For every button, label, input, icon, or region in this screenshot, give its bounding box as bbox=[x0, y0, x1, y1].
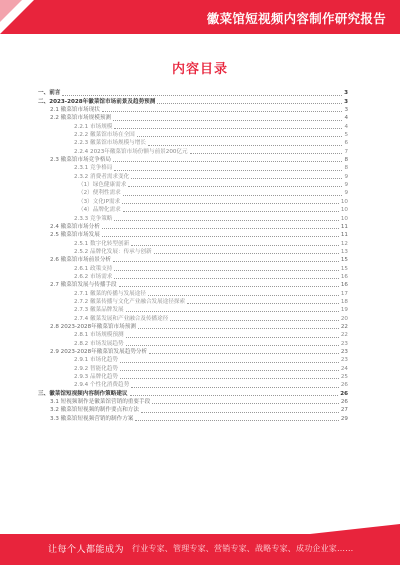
toc-dot-leader bbox=[170, 320, 339, 321]
header-corner-accent bbox=[0, 0, 22, 22]
toc-entry-title: 2.2 徽菜馆市场规模预测 bbox=[50, 115, 112, 122]
toc-dot-leader bbox=[148, 145, 342, 146]
toc-dot-leader bbox=[141, 412, 339, 413]
toc-dot-leader bbox=[114, 270, 338, 271]
toc-entry-title: 三、徽菜馆短视频内容制作策略建议 bbox=[38, 390, 128, 397]
toc-entry[interactable] bbox=[38, 339, 348, 347]
toc-entry[interactable] bbox=[38, 156, 348, 164]
toc-entry[interactable] bbox=[38, 239, 348, 247]
toc-entry-page: 23 bbox=[340, 357, 348, 364]
toc-entry[interactable] bbox=[38, 331, 348, 339]
toc-entry-page: 11 bbox=[340, 232, 348, 239]
toc-dot-leader bbox=[62, 95, 342, 96]
toc-entry[interactable] bbox=[38, 414, 348, 422]
toc-entry-title: 3.2 徽菜馆短视频的制作要点和方法 bbox=[50, 407, 139, 414]
toc-entry[interactable] bbox=[38, 181, 348, 189]
toc-entry-page: 15 bbox=[340, 265, 348, 272]
toc-entry-title: 2.6.1 政策支持 bbox=[74, 265, 113, 272]
toc-dot-leader bbox=[120, 370, 339, 371]
toc-entry-page: 10 bbox=[340, 207, 348, 214]
toc-entry-page: 26 bbox=[340, 399, 348, 406]
report-footer bbox=[0, 534, 400, 565]
toc-entry[interactable] bbox=[38, 314, 348, 322]
toc-entry[interactable] bbox=[38, 348, 348, 356]
toc-entry-title: 2.3.2 消费者需求变化 bbox=[74, 173, 130, 180]
toc-entry-title: 一、前言 bbox=[38, 90, 61, 97]
toc-dot-leader bbox=[152, 403, 339, 404]
toc-dot-leader bbox=[149, 353, 339, 354]
toc-dot-leader bbox=[113, 120, 342, 121]
toc-entry-page: 3 bbox=[344, 98, 348, 105]
toc-entry-title: （2）便利性需求 bbox=[78, 190, 121, 197]
toc-entry[interactable] bbox=[38, 398, 348, 406]
footer-tagline: 行业专家、管理专家、营销专家、战略专家、成功企业家…… bbox=[132, 544, 354, 553]
toc-entry-page: 15 bbox=[340, 257, 348, 264]
toc-entry-page: 4 bbox=[344, 123, 348, 130]
toc-entry[interactable] bbox=[38, 264, 348, 272]
toc-dot-leader bbox=[128, 186, 342, 187]
toc-entry[interactable] bbox=[38, 323, 348, 331]
toc-entry-title: 2.4 徽菜馆市场分析 bbox=[50, 223, 100, 230]
toc-entry-page: 7 bbox=[344, 148, 348, 155]
toc-entry-title: 二、2023-2028年徽菜馆市场前景及趋势预测 bbox=[38, 98, 156, 105]
toc-entry-page: 8 bbox=[344, 165, 348, 172]
toc-entry-title: 2.2.4 2023年徽菜馆市场份额与前景200亿元 bbox=[74, 148, 188, 155]
report-header bbox=[0, 0, 400, 34]
toc-dot-leader bbox=[122, 203, 339, 204]
toc-dot-leader bbox=[137, 136, 343, 137]
toc-entry-title: （4）品牌化需求 bbox=[78, 207, 121, 214]
toc-dot-leader bbox=[114, 220, 338, 221]
toc-entry-page: 20 bbox=[340, 315, 348, 322]
toc-dot-leader bbox=[113, 261, 339, 262]
toc-dot-leader bbox=[131, 245, 339, 246]
toc-entry-title: 3.1 短视频制作是徽菜馆营销的重要手段 bbox=[50, 399, 151, 406]
toc-entry-page: 18 bbox=[340, 298, 348, 305]
toc-entry[interactable] bbox=[38, 106, 348, 114]
toc-entry-page: 12 bbox=[340, 240, 348, 247]
toc-entry-title: 2.7.3 徽菜品牌发展 bbox=[74, 307, 124, 314]
toc-entry-page: 26 bbox=[340, 390, 348, 397]
toc-entry-title: 2.9 2023-2028年徽菜馆发展趋势分析 bbox=[50, 349, 148, 355]
toc-entry-page: 3 bbox=[344, 90, 348, 97]
toc-dot-leader bbox=[126, 337, 339, 338]
toc-entry[interactable] bbox=[38, 214, 348, 222]
toc-heading: 内容目录 bbox=[171, 62, 228, 77]
toc-dot-leader bbox=[131, 387, 339, 388]
toc-entry[interactable] bbox=[38, 281, 348, 289]
toc-entry-page: 10 bbox=[340, 215, 348, 222]
toc-entry-page: 8 bbox=[344, 157, 348, 164]
toc-entry-page: 16 bbox=[340, 273, 348, 280]
toc-entry[interactable] bbox=[38, 147, 348, 155]
toc-entry-title: （3）文化IP需求 bbox=[78, 198, 121, 205]
report-title: 徽菜馆短视频内容制作研究报告 bbox=[206, 11, 386, 26]
toc-entry[interactable] bbox=[38, 306, 348, 314]
toc-dot-leader bbox=[138, 328, 339, 329]
toc-entry-title: 2.9.3 品牌化趋势 bbox=[74, 374, 118, 381]
toc-entry-title: 2.5.2 品牌化发展：传承与创新 bbox=[74, 248, 152, 255]
toc-entry-title: 2.3.1 竞争格局 bbox=[74, 165, 113, 172]
toc-entry[interactable] bbox=[38, 206, 348, 214]
toc-entry-title: 2.2.3 徽菜馆市场规模与增长 bbox=[74, 140, 146, 147]
toc-entry-page: 19 bbox=[340, 307, 348, 314]
toc-entry[interactable] bbox=[38, 97, 348, 105]
toc-entry-page: 11 bbox=[340, 223, 348, 230]
toc-entry[interactable] bbox=[38, 189, 348, 197]
toc-dot-leader bbox=[148, 295, 339, 296]
toc-entry-title: 2.7.4 徽菜发展和产业融合及传播途径 bbox=[74, 315, 169, 322]
toc-entry-title: 2.1 徽菜馆市场现状 bbox=[50, 107, 100, 114]
toc-dot-leader bbox=[190, 153, 343, 154]
toc-entry-page: 23 bbox=[340, 340, 348, 347]
toc-entry[interactable] bbox=[38, 172, 348, 180]
toc-entry[interactable] bbox=[38, 298, 348, 306]
toc-entry-page: 6 bbox=[344, 140, 348, 147]
toc-dot-leader bbox=[126, 311, 339, 312]
toc-dot-leader bbox=[126, 345, 339, 346]
toc-entry-title: （1）绿色健康需求 bbox=[78, 182, 127, 189]
toc-dot-leader bbox=[119, 286, 339, 287]
toc-entry-page: 9 bbox=[344, 173, 348, 180]
toc-entry[interactable] bbox=[38, 381, 348, 389]
toc-dot-leader bbox=[123, 195, 343, 196]
toc-entry[interactable] bbox=[38, 373, 348, 381]
toc-dot-leader bbox=[114, 278, 338, 279]
toc-entry-page: 9 bbox=[344, 182, 348, 189]
toc-entry[interactable] bbox=[38, 131, 348, 139]
toc-entry[interactable] bbox=[38, 406, 348, 414]
toc-entry[interactable] bbox=[38, 197, 348, 205]
toc-entry-page: 22 bbox=[340, 323, 348, 330]
toc-dot-leader bbox=[120, 362, 339, 363]
toc-dot-leader bbox=[187, 303, 339, 304]
toc-entry-page: 5 bbox=[344, 132, 348, 139]
toc-entry[interactable] bbox=[38, 122, 348, 130]
toc-entry[interactable] bbox=[38, 223, 348, 231]
toc-dot-leader bbox=[114, 170, 342, 171]
toc-entry-title: 2.7 徽菜馆发展与传播手段 bbox=[50, 282, 117, 289]
toc-entry-title: 3.3 徽菜馆短视频营销的制作方案 bbox=[50, 415, 134, 422]
toc-entry-title: 2.9.1 市场化趋势 bbox=[74, 357, 118, 364]
toc-entry[interactable] bbox=[38, 273, 348, 281]
toc-dot-leader bbox=[114, 128, 342, 129]
toc-entry-title: 2.9.2 智能化趋势 bbox=[74, 365, 118, 372]
toc-entry-title: 2.3.3 竞争策略 bbox=[74, 215, 113, 222]
toc-dot-leader bbox=[131, 178, 342, 179]
footer-decoration bbox=[310, 524, 400, 534]
toc-entry-page: 25 bbox=[340, 374, 348, 381]
toc-entry-page: 22 bbox=[340, 332, 348, 339]
toc-entry-page: 29 bbox=[340, 415, 348, 422]
toc-entry-title: 2.7.2 徽菜传播与文化产业融合发展途径探索 bbox=[74, 298, 186, 305]
toc-entry-title: 2.6.2 市场需求 bbox=[74, 273, 113, 280]
toc-dot-leader bbox=[123, 211, 339, 212]
toc-entry-title: 2.8.1 市场规模预测 bbox=[74, 332, 124, 339]
toc-entry-page: 10 bbox=[340, 198, 348, 205]
toc-entry-page: 13 bbox=[340, 248, 348, 255]
toc-entry-title: 2.5 徽菜馆市场发展 bbox=[50, 232, 100, 239]
toc-entry-page: 24 bbox=[340, 365, 348, 372]
toc-entry-page: 16 bbox=[340, 282, 348, 289]
toc-entry-title: 2.8 2023-2028年徽菜馆市场预测 bbox=[50, 323, 136, 330]
toc-entry[interactable] bbox=[38, 164, 348, 172]
toc-entry[interactable] bbox=[38, 248, 348, 256]
toc-entry-title: 2.3 徽菜馆市场竞争格局 bbox=[50, 157, 112, 164]
toc-dot-leader bbox=[120, 378, 339, 379]
toc-dot-leader bbox=[102, 236, 339, 237]
toc-dot-leader bbox=[135, 420, 338, 421]
toc-entry[interactable] bbox=[38, 89, 348, 97]
toc-entry[interactable] bbox=[38, 256, 348, 264]
toc-entry-page: 27 bbox=[340, 407, 348, 414]
toc-entry-title: 2.8.2 市场发展趋势 bbox=[74, 340, 124, 347]
toc-entry[interactable] bbox=[38, 139, 348, 147]
toc-entry-page: 26 bbox=[340, 382, 348, 389]
toc-entry-title: 2.9.4 个性化消费趋势 bbox=[74, 382, 130, 389]
toc-entry[interactable] bbox=[38, 114, 348, 122]
toc-entry-title: 2.6 徽菜馆市场前景分析 bbox=[50, 257, 112, 264]
toc-entry[interactable] bbox=[38, 389, 348, 397]
table-of-contents bbox=[38, 89, 348, 423]
toc-dot-leader bbox=[102, 228, 339, 229]
toc-entry[interactable] bbox=[38, 364, 348, 372]
toc-entry-page: 3 bbox=[344, 107, 348, 114]
toc-entry[interactable] bbox=[38, 356, 348, 364]
toc-entry[interactable] bbox=[38, 289, 348, 297]
toc-dot-leader bbox=[157, 103, 342, 104]
toc-dot-leader bbox=[113, 161, 342, 162]
toc-entry-title: 2.7.1 徽菜的传播与发展途径 bbox=[74, 290, 146, 297]
toc-dot-leader bbox=[102, 111, 343, 112]
toc-entry-page: 17 bbox=[340, 290, 348, 297]
toc-entry-title: 2.2.2 徽菜馆市场在全国 bbox=[74, 132, 135, 139]
toc-dot-leader bbox=[154, 253, 339, 254]
toc-entry-title: 2.5.1 数字化转型创新 bbox=[74, 240, 130, 247]
toc-entry-page: 4 bbox=[344, 115, 348, 122]
toc-entry-page: 9 bbox=[344, 190, 348, 197]
toc-entry[interactable] bbox=[38, 231, 348, 239]
toc-entry-page: 23 bbox=[340, 349, 348, 355]
footer-slogan: 让每个人都能成为 bbox=[48, 545, 125, 555]
toc-entry-title: 2.2.1 市场规模 bbox=[74, 123, 113, 130]
toc-dot-leader bbox=[130, 395, 339, 396]
